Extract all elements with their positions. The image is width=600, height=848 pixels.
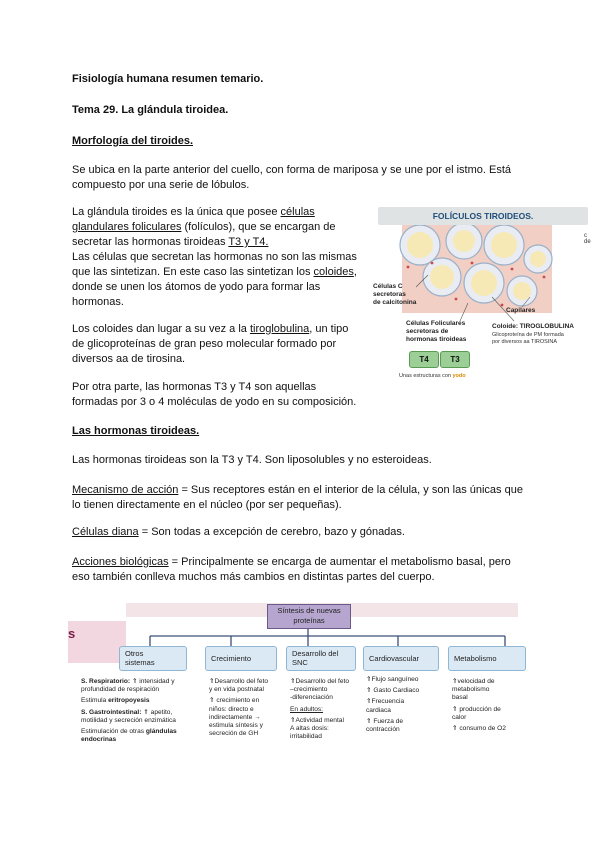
text-run-underlined: glandulares foliculares (72, 221, 182, 233)
text-run: , (353, 266, 357, 278)
term-underlined: Acciones biológicas (72, 556, 169, 568)
paragraph-line: eso también conlleva muchos más cambios en distintas partes del cuerpo. (72, 571, 435, 583)
box-otros-sistemas (119, 646, 187, 671)
paragraph-line: Las células que secretan las hormonas no son las mismas (72, 251, 357, 263)
paragraph-line (72, 555, 511, 571)
text-run: ⇑ intensidad y (130, 678, 175, 685)
column-line: contracción (366, 726, 400, 734)
column-line: ⇑Actividad mental (290, 716, 344, 724)
text-run-underlined: células (280, 206, 315, 218)
box-line: Cardiovascular (369, 654, 420, 663)
label-capilares: Capilares (506, 307, 536, 314)
section-title-hormonas: Las hormonas tiroideas. (72, 425, 200, 437)
label-line: c (584, 233, 587, 239)
column-line: calor (452, 713, 467, 721)
column-line: ⇑ crecimiento en (209, 697, 260, 705)
column-line: A altas dosis: (290, 725, 329, 733)
paragraph-line: de glicoproteínas de gran peso molecular formado por (72, 338, 337, 350)
text-run-bold: eritropoyesis (108, 697, 150, 705)
label-coloide-sub (492, 332, 564, 346)
column-line: basal (452, 694, 468, 702)
text-run-bold: S. Respiratorio: (81, 678, 131, 685)
paragraph-line: Por otra parte, las hormonas T3 y T4 son aquellas (72, 381, 317, 393)
column-line: ⇑Desarrollo del feto (290, 678, 350, 685)
column-line: irritabilidad (290, 733, 322, 741)
paragraph-line (72, 235, 268, 251)
column-line: metabolismo (452, 686, 490, 694)
column-snc (290, 678, 368, 741)
column-line: –crecimiento (290, 686, 328, 694)
column-line: ⇑Frecuencia (366, 698, 405, 706)
cropped-side-text (584, 233, 591, 245)
text-run: = Son todas a excepción de cerebro, bazo y gónadas. (138, 526, 405, 538)
text-run: Estimulación de otras (81, 728, 146, 736)
column-line: ⇑Flujo sanguíneo (366, 676, 419, 683)
paragraph-line: lo tienen directamente en el núcleo (por ser pequeñas). (72, 499, 342, 511)
label-line: Células C (373, 283, 403, 290)
text-run-underlined: tiroglobulina (249, 323, 310, 335)
text-run: Estimula (81, 697, 109, 705)
label-line: hormonas tiroideas (406, 336, 467, 343)
text-run: que las sintetizan. En este caso las sintetizan los (72, 266, 314, 278)
topic-title: Tema 29. La glándula tiroidea. (72, 104, 229, 116)
text-run: , un tipo (309, 323, 349, 335)
figure-footer (399, 373, 466, 380)
column-line (81, 678, 207, 686)
paragraph-line (72, 322, 348, 338)
hormone-t4-badge: T4 (409, 351, 439, 368)
paragraph-line (72, 525, 405, 541)
label-line: secretoras (373, 291, 406, 298)
column-line: indirectamente → (209, 713, 261, 721)
column-line: motilidad y secreción enzimática (81, 716, 176, 724)
text-run-accent: yodo (452, 373, 466, 379)
term-underlined: Células diana (72, 526, 139, 538)
text-run-underlined: T3 y T4. (228, 236, 269, 248)
box-line: Síntesis de nuevas (277, 606, 341, 615)
figure-title: FOLÍCULOS TIROIDEOS. (378, 207, 588, 225)
document-title: Fisiología humana resumen temario. (72, 73, 264, 85)
column-line: ⇑velocidad de (452, 678, 495, 685)
text-run-underlined: coloides (313, 266, 354, 278)
text-run: (folículos), que se encargan de (181, 221, 336, 233)
column-line (81, 697, 207, 705)
follicles-figure (372, 207, 590, 383)
text-run: La glándula tiroides es la única que posee (72, 206, 281, 218)
text-run: = Sus receptores están en el interior de la célula, y son las únicas que (178, 484, 523, 496)
box-line: Crecimiento (211, 654, 252, 663)
text-run: ⇑ apetito, (141, 708, 173, 716)
paragraph-line: hormonas. (72, 296, 124, 308)
section-title-morfologia: Morfología del tiroides. (72, 135, 194, 147)
box-line: Desarrollo del (292, 649, 339, 658)
text-run: Los coloides dan lugar a su vez a la (72, 323, 250, 335)
column-line: profundidad de respiración (81, 686, 160, 694)
label-line: de (584, 239, 591, 245)
paragraph-line: Las hormonas tiroideas son la T3 y T4. Son liposolubles y no esteroideas. (72, 454, 432, 466)
label-line: por diversos aa TIROSINA (492, 339, 558, 345)
column-line: ⇑ Fuerza de (366, 717, 404, 725)
column-line: endocrinas (81, 736, 117, 744)
column-line: ⇑ producción de (452, 705, 501, 713)
biological-actions-diagram (68, 598, 600, 773)
diagram-root-box (267, 604, 351, 629)
label-line: Células Foliculares (406, 320, 466, 327)
column-line: y en vida postnatal (209, 686, 264, 694)
box-metabolismo (448, 646, 526, 671)
column-line: ⇑ Gasto Cardiaco (366, 687, 420, 695)
box-line: SNC (292, 657, 308, 667)
paragraph-line (72, 483, 523, 499)
text-run-bold: S. Gastrointestinal: (81, 708, 142, 716)
column-crecimiento (209, 678, 289, 738)
paragraph-line (72, 265, 357, 281)
column-cardiovascular (366, 676, 446, 734)
paragraph-line (72, 220, 336, 236)
term-underlined: Mecanismo de acción (72, 484, 179, 496)
column-line: En adultos: (290, 705, 323, 713)
label-line: Glicoproteína de PM formada (492, 332, 564, 338)
column-line: -diferenciación (290, 694, 333, 702)
column-otros-sistemas (81, 678, 207, 744)
column-line: ⇑ consumo de O2 (452, 725, 506, 733)
box-crecimiento (205, 646, 277, 671)
column-line: secreción de GH (209, 730, 259, 738)
text-run: secretar las hormonas tiroideas (72, 236, 229, 248)
hormone-t3-badge: T3 (440, 351, 470, 368)
column-metabolismo (452, 678, 532, 733)
paragraph-line: diversos aa de tirosina. (72, 353, 186, 365)
label-coloide: Coloide: TIROGLOBULINA (492, 323, 574, 330)
paragraph-line: formadas por 3 o 4 moléculas de yodo en su composición. (72, 396, 357, 408)
column-line: cardiaca (366, 706, 391, 714)
box-cardiovascular (363, 646, 439, 671)
column-line (81, 709, 207, 717)
text-run: = Principalmente se encarga de aumentar el metabolismo basal, pero (168, 556, 511, 568)
label-c-cells (373, 283, 416, 307)
box-line: proteínas (293, 616, 325, 625)
column-line (81, 728, 207, 736)
column-line: niños: directo e (209, 705, 254, 713)
label-line: secretoras de (406, 328, 449, 335)
label-line: de calcitonina (373, 299, 417, 306)
column-line: estimula síntesis y (209, 722, 263, 730)
paragraph-line: Se ubica en la parte anterior del cuello, con forma de mariposa y se une por el istmo. Está (72, 164, 512, 176)
box-line: sistemas (125, 657, 155, 667)
text-run-bold: glándulas (145, 728, 177, 736)
text-run: Unas estructuras con (399, 373, 453, 379)
paragraph-line: donde se unen los átomos de yodo para formar las (72, 281, 321, 293)
column-line: ⇑Desarrollo del feto (209, 678, 269, 685)
box-line: Metabolismo (454, 654, 497, 663)
diagram-left-letter: s (68, 626, 76, 641)
label-foliculares (406, 320, 466, 344)
paragraph-line: compuesto por una serie de lóbulos. (72, 179, 250, 191)
box-desarrollo-snc (286, 646, 356, 671)
box-line: Otros (125, 649, 144, 658)
paragraph-line (72, 205, 315, 221)
